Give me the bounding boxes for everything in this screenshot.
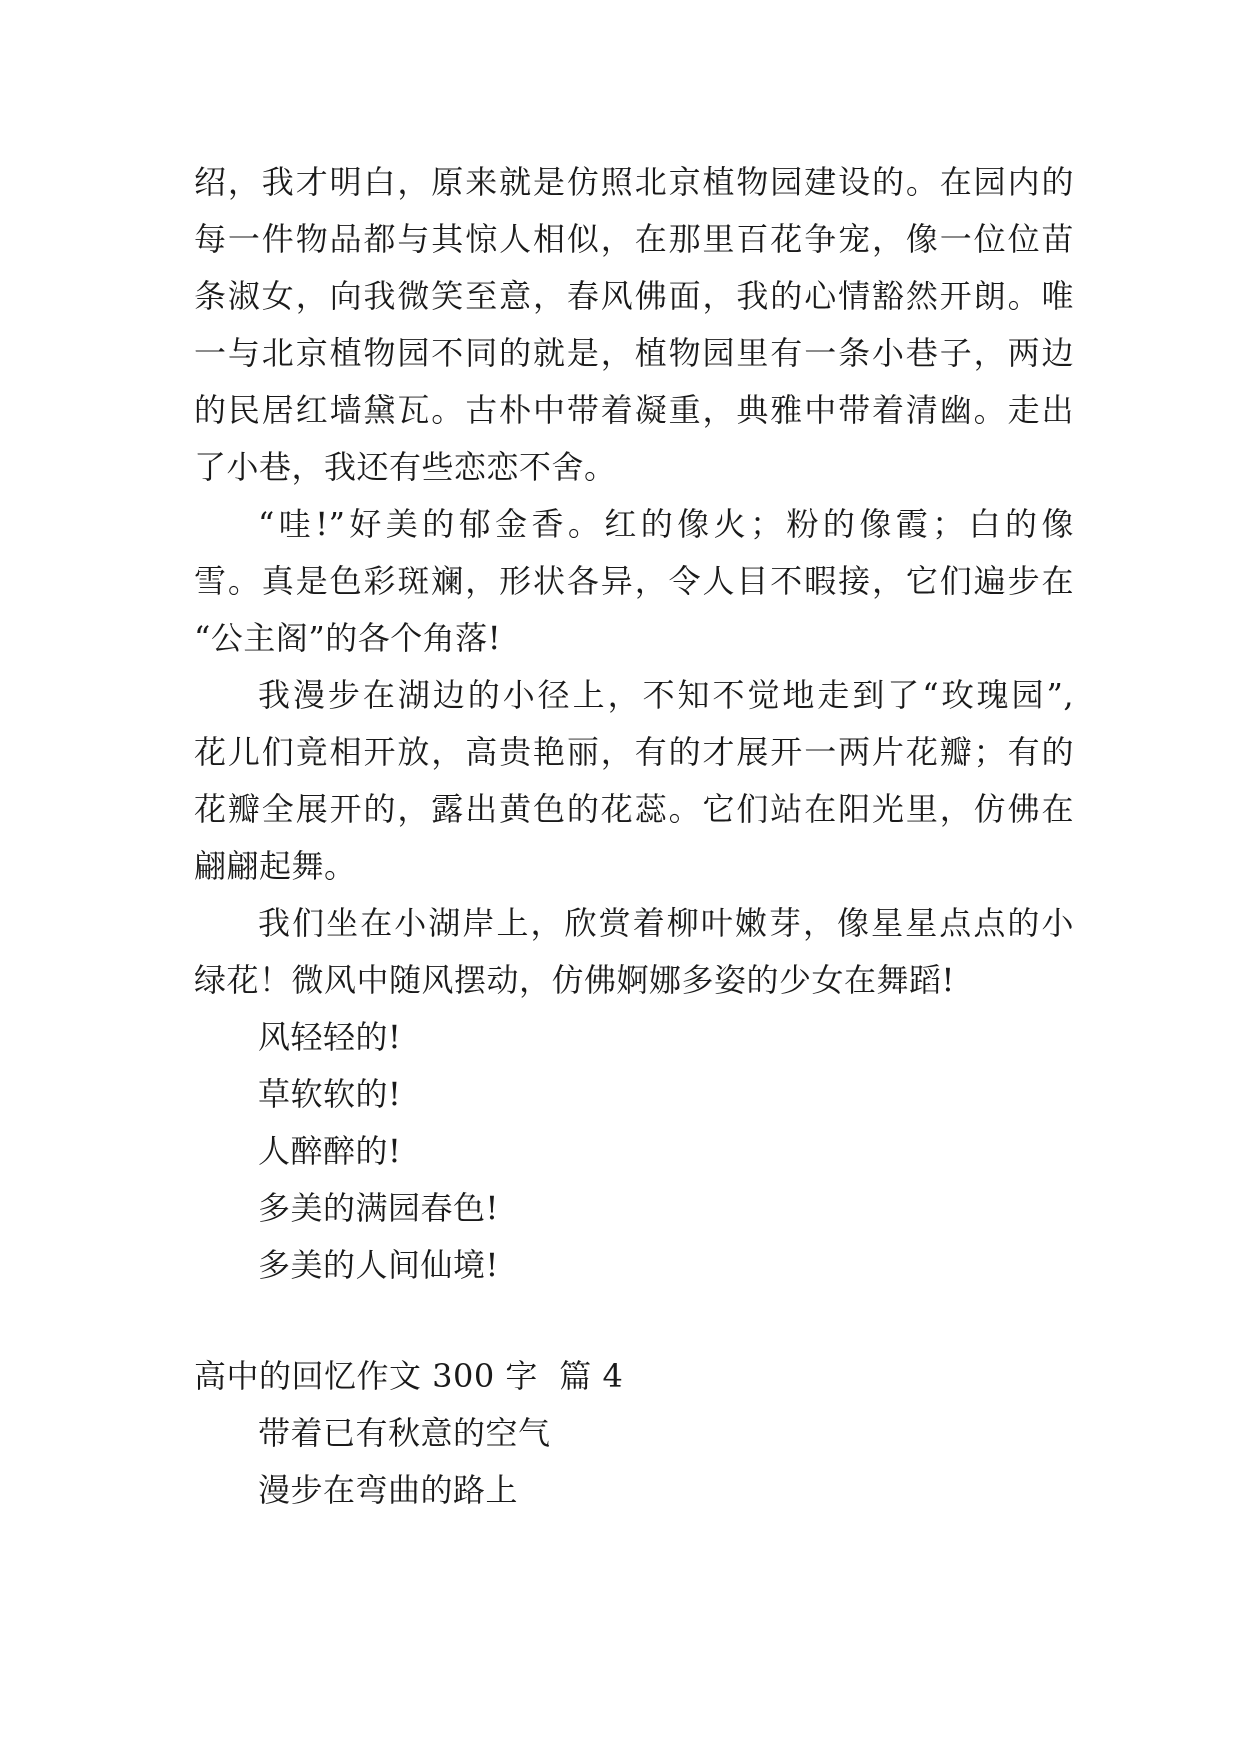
paragraph-line: 雪。真是色彩斑斓，形状各异，令人目不暇接，它们遍步在 <box>194 562 1074 600</box>
paragraph-line: 一与北京植物园不同的就是，植物园里有一条小巷子，两边 <box>194 334 1074 372</box>
paragraph-line: “公主阁”的各个角落! <box>194 619 502 657</box>
paragraph-line: 我们坐在小湖岸上，欣赏着柳叶嫩芽，像星星点点的小 <box>258 904 1074 942</box>
paragraph-line: 了小巷，我还有些恋恋不舍。 <box>194 448 617 486</box>
paragraph-line: 绍，我才明白，原来就是仿照北京植物园建设的。在园内的 <box>194 163 1074 201</box>
short-line: 多美的满园春色! <box>258 1189 499 1227</box>
poem-line: 漫步在弯曲的路上 <box>258 1471 519 1509</box>
short-line: 草软软的! <box>258 1075 402 1113</box>
poem-line: 带着已有秋意的空气 <box>258 1414 551 1452</box>
paragraph-line: 我漫步在湖边的小径上，不知不觉地走到了“玫瑰园”, <box>258 676 1074 714</box>
short-line: 风轻轻的! <box>258 1018 402 1056</box>
paragraph-line: 的民居红墙黛瓦。古朴中带着凝重，典雅中带着清幽。走出 <box>194 391 1074 429</box>
paragraph-line: 翩翩起舞。 <box>194 847 357 885</box>
short-line: 多美的人间仙境! <box>258 1246 499 1284</box>
short-line: 人醉醉的! <box>258 1132 402 1170</box>
paragraph-line: 花儿们竟相开放，高贵艳丽，有的才展开一两片花瓣；有的 <box>194 733 1074 771</box>
paragraph-line: “哇!”好美的郁金香。红的像火；粉的像霞；白的像 <box>258 505 1074 543</box>
paragraph-line: 每一件物品都与其惊人相似，在那里百花争宠，像一位位苗 <box>194 220 1074 258</box>
paragraph-line: 花瓣全展开的，露出黄色的花蕊。它们站在阳光里，仿佛在 <box>194 790 1074 828</box>
paragraph-line: 绿花！微风中随风摆动，仿佛婀娜多姿的少女在舞蹈! <box>194 961 955 999</box>
section-heading: 高中的回忆作文 300 字 篇 4 <box>194 1357 624 1395</box>
paragraph-line: 条淑女，向我微笑至意，春风佛面，我的心情豁然开朗。唯 <box>194 277 1074 315</box>
